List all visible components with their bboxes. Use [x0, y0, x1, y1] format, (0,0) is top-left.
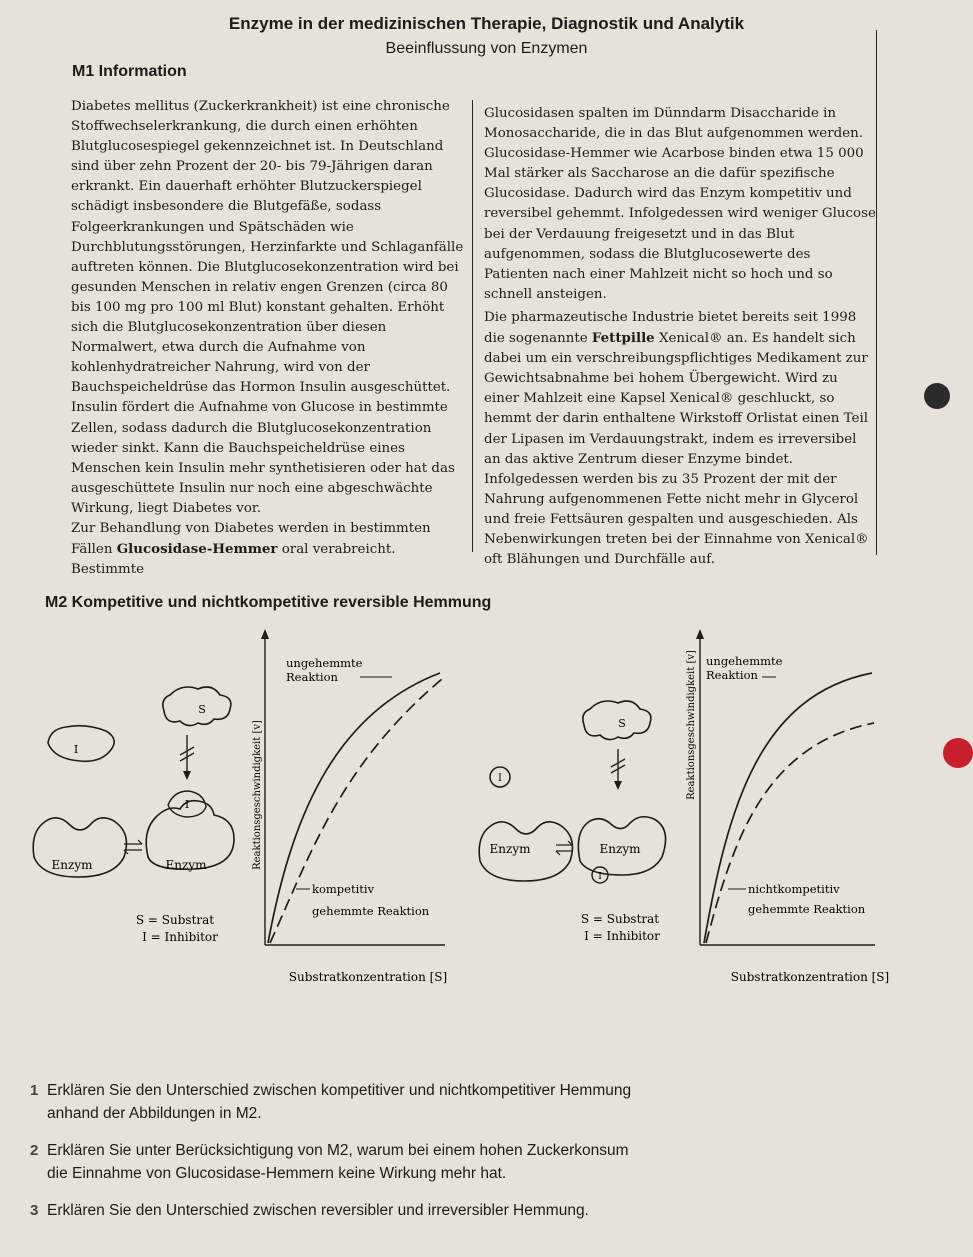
side-marker-red-icon	[943, 738, 973, 768]
m1-left-column	[71, 97, 468, 580]
page-subtitle: Beeinflussung von Enzymen	[385, 40, 588, 57]
task-2-line-1: Erklären Sie unter Berücksichtigung von M2, warum bei einem hohen Zuckerkonsum	[47, 1142, 629, 1159]
substrate-label-right: S	[618, 717, 626, 730]
task-number-2: 2	[30, 1142, 39, 1159]
y-axis-label: Reaktionsgeschwindigkeit [v]	[252, 720, 263, 870]
m1-right-paragraph-2: Die pharmazeutische Industrie bietet bereits seit 1998 die sogenannte Fettpille Xenical® an. Es handelt sich dabei um ein verschreibungspflichtiges Medikament zur Gewichtsabnahme bei hohem Übergewicht. Wird zu einer Mahlzeit eine Kapsel Xenical® geschluckt, so hemmt der darin enthaltene Wirkstoff Orlistat einen Teil der Lipasen im Verdauungstrakt, indem es irreversibel an das aktive Zentrum dieser Enzyme bindet. Infolgedessen werden bis zu 35 Prozent der mit der Nahrung aufgenommenen Fette nicht mehr in Glycerol und freie Fettsäuren gespalten und ausgeschieden. Als Nebenwirkungen treten bei der Einnahme von Xenical® oft Blähungen und Durchfälle auf.	[484, 309, 869, 568]
uninhibited-label-2: Reaktion	[286, 670, 338, 684]
m1-left-paragraph-1: Diabetes mellitus (Zuckerkrankheit) ist eine chronische Stoffwechselerkrankung, die durch einen erhöhten Blutglucosespiegel gekennzeichnet ist. In Deutschland sind über zehn Prozent der 20- bis 79-Jährigen daran erkrankt. Ein dauerhaft erhöhter Blutzuckerspiegel schädigt insbesondere die Blutgefäße, sodass Folgeerkrankungen und Spätschäden wie Durchblutungsstörungen, Herzinfarkte und Schlaganfälle auftreten können. Die Blutglucosekonzentration wird bei gesunden Menschen in relativ engen Grenzen (circa 80 bis 100 mg pro 100 ml Blut) konstant gehalten. Erhöht sich die Blutglucosekonzentration über diesen Normalwert, etwa durch die Aufnahme von kohlenhydratreicher Nahrung, wird von der Bauchspeicheldrüse das Hormon Insulin ausgeschüttet. Insulin fördert die Aufnahme von Glucose in bestimmte Zellen, sodass dadurch die Blutglucosekonzentration wieder sinkt. Kann die Bauchspeicheldrüse eines Menschen kein Insulin mehr synthetisieren oder hat das ausgeschüttete Insulin nur noch eine abgeschwächte Wirkung, liegt Diabetes vor.	[71, 99, 464, 516]
task-1	[30, 1079, 930, 1125]
glucosidase-hemmer-term: Glucosidase-Hemmer	[116, 541, 278, 558]
m1-right-paragraph-1: Glucosidasen spalten im Dünndarm Disaccharide in Monosaccharide, die in das Blut aufgenommen werden. Glucosidase-Hemmer wie Acarbose binden etwa 15 000 Mal stärker als Saccharose an die dafür spezifische Glucosidase. Dadurch wird das Enzym kompetitiv und reversibel gehemmt. Infolgedessen wird weniger Glucose bei der Verdauung freigesetzt und in das Blut aufgenommen, sodass die Blutglucosewerte des Patienten nach einer Mahlzeit nicht so hoch und so schnell ansteigen.	[484, 106, 876, 302]
blocked-arrow-icon-right	[611, 749, 625, 790]
enzyme-label-right-2: Enzym	[599, 842, 641, 856]
competitive-graph	[252, 629, 447, 984]
y-axis-label-right: Reaktionsgeschwindigkeit [v]	[686, 650, 697, 800]
bound-inhibitor-label-right: I	[598, 872, 602, 882]
competitive-label-1: kompetitiv	[312, 882, 375, 896]
task-3	[30, 1199, 930, 1222]
legend-inhibitor-right: I = Inhibitor	[584, 929, 660, 943]
enzyme-shape-2	[146, 791, 234, 872]
task-list	[30, 1079, 930, 1222]
uninhibited-label-right-2: Reaktion	[706, 668, 758, 682]
substrate-label: S	[198, 703, 206, 716]
page-right-margin-line	[876, 30, 877, 555]
enzyme-label-2: Enzym	[165, 858, 207, 872]
noncompetitive-inhibition-figure	[470, 625, 900, 995]
task-2	[30, 1139, 930, 1185]
inhibitor-label: I	[73, 743, 79, 756]
m2-heading: M2 Kompetitive und nichtkompetitive reversible Hemmung	[45, 594, 492, 611]
enzyme-shape-1	[33, 818, 126, 877]
competitive-inhibition-figure	[20, 625, 460, 995]
inhibitor-label-right: I	[498, 773, 502, 784]
substrate-shape	[163, 687, 231, 726]
task-1-line-2: anhand der Abbildungen in M2.	[47, 1105, 262, 1122]
uninhibited-label-right-1: ungehemmte	[706, 654, 783, 668]
enzyme-shape-right-2	[578, 817, 665, 883]
substrate-shape-right	[583, 701, 651, 740]
task-number-1: 1	[30, 1082, 39, 1099]
noncompetitive-graph	[686, 629, 889, 984]
noncompetitive-label-2: gehemmte Reaktion	[748, 902, 866, 916]
task-1-line-1: Erklären Sie den Unterschied zwischen kompetitiver und nichtkompetitiver Hemmung	[47, 1082, 632, 1099]
task-2-line-2: die Einnahme von Glucosidase-Hemmern keine Wirkung mehr hat.	[47, 1165, 507, 1182]
legend-inhibitor: I = Inhibitor	[142, 930, 218, 944]
legend-substrate: S = Substrat	[135, 913, 215, 927]
inhibitor-shape-right	[490, 767, 510, 787]
uninhibited-curve	[268, 673, 440, 943]
enzyme-label-1: Enzym	[51, 858, 93, 872]
page-title: Enzyme in der medizinischen Therapie, Diagnostik und Analytik	[228, 14, 745, 33]
enzyme-label-right-1: Enzym	[489, 842, 531, 856]
noncompetitive-label-1: nichtkompetitiv	[748, 882, 840, 896]
bound-inhibitor-label: I	[184, 798, 190, 811]
m1-heading: M1 Information	[72, 63, 187, 80]
uninhibited-label-1: ungehemmte	[286, 656, 363, 670]
side-marker-icon	[924, 383, 950, 409]
fettpille-term: Fettpille	[591, 330, 655, 347]
x-axis-label-right: Substratkonzentration [S]	[730, 970, 890, 984]
blocked-arrow-icon	[180, 735, 194, 780]
column-divider	[472, 100, 473, 552]
x-axis-label: Substratkonzentration [S]	[288, 970, 448, 984]
m1-left-paragraph-2: Zur Behandlung von Diabetes werden in bestimmten Fällen Glucosidase-Hemmer oral verabreicht. Bestimmte	[71, 520, 431, 578]
competitive-label-2: gehemmte Reaktion	[312, 904, 430, 918]
task-number-3: 3	[30, 1202, 39, 1219]
m1-right-column	[484, 104, 876, 570]
inhibitor-shape	[48, 726, 114, 762]
legend-substrate-right: S = Substrat	[580, 912, 660, 926]
equilibrium-icon-right	[556, 841, 572, 855]
task-3-line-1: Erklären Sie den Unterschied zwischen reversibler und irreversibler Hemmung.	[47, 1202, 589, 1219]
